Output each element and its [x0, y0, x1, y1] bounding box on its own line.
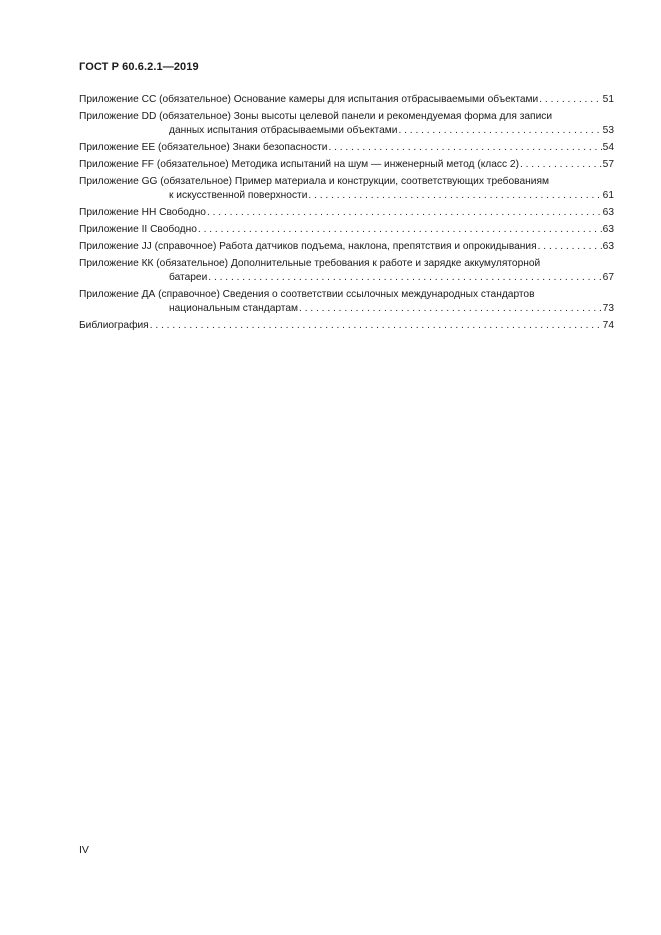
- dot-leader: [198, 223, 602, 237]
- table-of-contents: [79, 93, 614, 336]
- toc-page-number: 54: [602, 142, 614, 153]
- dot-leader: [539, 93, 601, 107]
- toc-entry-annex-ii[interactable]: [79, 223, 614, 237]
- toc-entry-annex-hh[interactable]: [79, 206, 614, 220]
- toc-page-number: 51: [602, 94, 614, 105]
- toc-entry-title-continuation: к искусственной поверхности: [169, 190, 308, 201]
- dot-leader: [150, 319, 602, 333]
- toc-entry-title: Приложение CC (обязательное) Основание камеры для испытания отбрасываемыми объектами: [79, 94, 539, 105]
- toc-page-number: 63: [602, 224, 614, 235]
- toc-page-number: 73: [602, 303, 614, 314]
- toc-entry-title: Приложение FF (обязательное) Методика испытаний на шум — инженерный метод (класс 2): [79, 159, 519, 170]
- toc-entry-title-continuation: батареи: [169, 272, 208, 283]
- dot-leader: [538, 240, 602, 254]
- toc-entry-annex-kk[interactable]: [79, 257, 614, 285]
- toc-entry-title: Приложение ДА (справочное) Сведения о соответствии ссылочных международных стандартов: [79, 289, 535, 300]
- toc-page-number: 63: [602, 207, 614, 218]
- toc-entry-title: Приложение НН Свободно: [79, 207, 206, 218]
- dot-leader: [208, 271, 601, 285]
- toc-entry-annex-ff[interactable]: [79, 158, 614, 172]
- toc-page-number: 57: [602, 159, 614, 170]
- toc-entry-title: Библиография: [79, 320, 149, 331]
- dot-leader: [520, 158, 602, 172]
- toc-page-number: 74: [602, 320, 614, 331]
- toc-entry-bibliography[interactable]: [79, 319, 614, 333]
- toc-entry-title: Приложение КК (обязательное) Дополнительные требования к работе и зарядке аккумуляторной: [79, 258, 541, 269]
- dot-leader: [398, 124, 601, 138]
- toc-entry-annex-da[interactable]: [79, 288, 614, 316]
- toc-entry-annex-ee[interactable]: [79, 141, 614, 155]
- toc-entry-annex-jj[interactable]: [79, 240, 614, 254]
- dot-leader: [207, 206, 602, 220]
- toc-entry-annex-cc[interactable]: [79, 93, 614, 107]
- toc-entry-annex-gg[interactable]: [79, 175, 614, 203]
- dot-leader: [308, 189, 601, 203]
- toc-page-number: 61: [602, 190, 614, 201]
- toc-page-number: 67: [602, 272, 614, 283]
- toc-entry-title-continuation: данных испытания отбрасываемыми объектами: [169, 125, 398, 136]
- toc-page-number: 63: [602, 241, 614, 252]
- toc-entry-annex-dd[interactable]: [79, 110, 614, 138]
- toc-entry-title: Приложение JJ (справочное) Работа датчиков подъема, наклона, препятствия и опрокидывания: [79, 241, 537, 252]
- toc-page-number: 53: [602, 125, 614, 136]
- toc-entry-title: Приложение GG (обязательное) Пример материала и конструкции, соответствующих требованиям: [79, 176, 549, 187]
- toc-entry-title: Приложение EE (обязательное) Знаки безопасности: [79, 142, 328, 153]
- dot-leader: [328, 141, 601, 155]
- document-header: ГОСТ Р 60.6.2.1—2019: [79, 61, 199, 73]
- toc-entry-title-continuation: национальным стандартам: [169, 303, 299, 314]
- toc-entry-title: Приложение DD (обязательное) Зоны высоты целевой панели и рекомендуемая форма для записи: [79, 111, 553, 122]
- toc-entry-title: Приложение II Свободно: [79, 224, 197, 235]
- page-number-footer: IV: [79, 844, 89, 856]
- dot-leader: [299, 302, 602, 316]
